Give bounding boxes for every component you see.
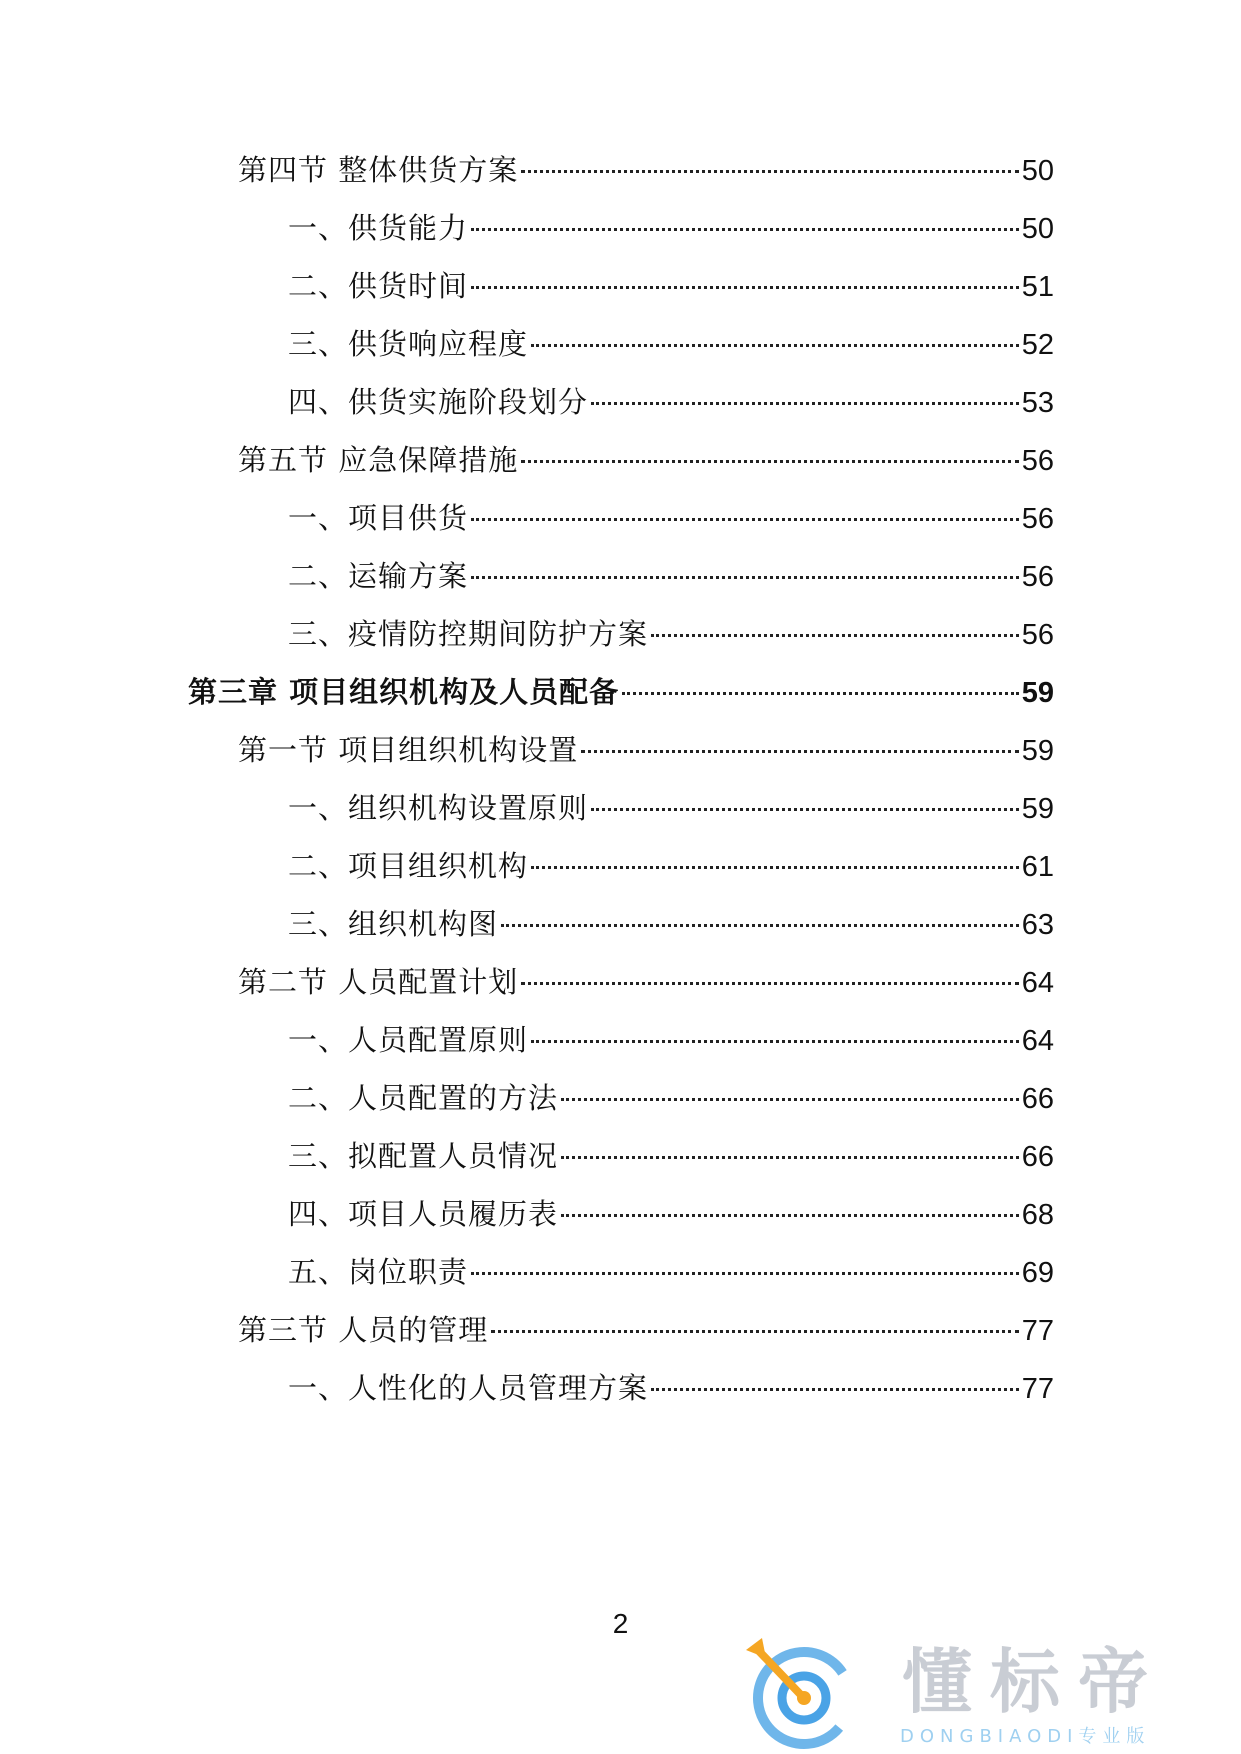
toc-entry-page: 64 bbox=[1021, 967, 1054, 999]
toc-leader-dots bbox=[521, 459, 1019, 463]
toc-entry-title: 二、供货时间 bbox=[288, 269, 469, 303]
toc-entry-title: 三、供货响应程度 bbox=[288, 327, 529, 361]
target-arrow-icon bbox=[742, 1636, 862, 1754]
toc-entry-title: 第一节 项目组织机构设置 bbox=[238, 733, 579, 767]
toc-entry-page: 52 bbox=[1021, 329, 1054, 361]
toc-entry[interactable] bbox=[288, 1015, 1054, 1065]
toc-chapter-entry[interactable] bbox=[188, 667, 1054, 717]
toc-entry-title: 第五节 应急保障措施 bbox=[238, 443, 519, 477]
toc-leader-dots bbox=[561, 1097, 1019, 1101]
toc-entry-page: 50 bbox=[1021, 155, 1054, 187]
toc-entry-page: 50 bbox=[1021, 213, 1054, 245]
toc-entry-page: 59 bbox=[1021, 677, 1054, 709]
toc-leader-dots bbox=[531, 343, 1019, 347]
toc-entry-page: 59 bbox=[1021, 735, 1054, 767]
toc-leader-dots bbox=[561, 1155, 1019, 1159]
toc-entry-page: 59 bbox=[1021, 793, 1054, 825]
toc-entry-title: 第二节 人员配置计划 bbox=[238, 965, 519, 999]
watermark-subtitle: DONGBIAODI专业版 bbox=[900, 1726, 1151, 1747]
toc-entry-title: 四、供货实施阶段划分 bbox=[288, 385, 589, 419]
toc-leader-dots bbox=[501, 923, 1019, 927]
toc-entry-page: 66 bbox=[1021, 1083, 1054, 1115]
toc-leader-dots bbox=[651, 1387, 1019, 1391]
toc-leader-dots bbox=[561, 1213, 1019, 1217]
toc-entry-page: 66 bbox=[1021, 1141, 1054, 1173]
toc-entry-title: 一、项目供货 bbox=[288, 501, 469, 535]
toc-leader-dots bbox=[471, 517, 1019, 521]
toc-entry[interactable] bbox=[288, 493, 1054, 543]
toc-entry-page: 77 bbox=[1021, 1373, 1054, 1405]
toc-leader-dots bbox=[471, 285, 1019, 289]
toc-leader-dots bbox=[521, 981, 1019, 985]
toc-leader-dots bbox=[622, 691, 1019, 695]
toc-entry-page: 56 bbox=[1021, 503, 1054, 535]
toc-entry-title: 第三节 人员的管理 bbox=[238, 1313, 489, 1347]
toc-entry[interactable] bbox=[238, 1305, 1054, 1355]
toc-entry-page: 69 bbox=[1021, 1257, 1054, 1289]
toc-entry-page: 64 bbox=[1021, 1025, 1054, 1057]
toc-entry-page: 56 bbox=[1021, 445, 1054, 477]
toc-entry[interactable] bbox=[238, 435, 1054, 485]
toc-entry-title: 一、组织机构设置原则 bbox=[288, 791, 589, 825]
toc-entry-title: 三、拟配置人员情况 bbox=[288, 1139, 559, 1173]
toc-entry-page: 63 bbox=[1021, 909, 1054, 941]
toc-entry[interactable] bbox=[288, 1073, 1054, 1123]
toc-entry-page: 56 bbox=[1021, 561, 1054, 593]
toc-entry[interactable] bbox=[288, 377, 1054, 427]
toc-entry-page: 61 bbox=[1021, 851, 1054, 883]
toc-entry-title: 二、项目组织机构 bbox=[288, 849, 529, 883]
toc-leader-dots bbox=[581, 749, 1019, 753]
toc-entry[interactable] bbox=[288, 1189, 1054, 1239]
toc-entry-title: 二、运输方案 bbox=[288, 559, 469, 593]
toc-entry[interactable] bbox=[288, 1131, 1054, 1181]
toc-leader-dots bbox=[491, 1329, 1019, 1333]
toc-leader-dots bbox=[471, 227, 1019, 231]
toc-entry[interactable] bbox=[288, 1247, 1054, 1297]
toc-leader-dots bbox=[531, 865, 1019, 869]
toc-entry-title: 四、项目人员履历表 bbox=[288, 1197, 559, 1231]
toc-entry[interactable] bbox=[288, 551, 1054, 601]
toc-entry[interactable] bbox=[238, 725, 1054, 775]
toc-entry-title: 二、人员配置的方法 bbox=[288, 1081, 559, 1115]
toc-entry-page: 51 bbox=[1021, 271, 1054, 303]
toc-entry-page: 68 bbox=[1021, 1199, 1054, 1231]
toc-leader-dots bbox=[651, 633, 1019, 637]
toc-leader-dots bbox=[531, 1039, 1019, 1043]
toc-leader-dots bbox=[591, 807, 1019, 811]
watermark-brand: 懂标帝 bbox=[902, 1641, 1166, 1723]
toc-entry[interactable] bbox=[288, 261, 1054, 311]
toc-entry[interactable] bbox=[288, 841, 1054, 891]
toc-entry-title: 五、岗位职责 bbox=[288, 1255, 469, 1289]
toc-entry-title: 一、人员配置原则 bbox=[288, 1023, 529, 1057]
toc-entry-title: 三、组织机构图 bbox=[288, 907, 499, 941]
toc-leader-dots bbox=[471, 575, 1019, 579]
toc-entry[interactable] bbox=[288, 203, 1054, 253]
toc-entry[interactable] bbox=[288, 1363, 1054, 1413]
toc-entry-title: 一、供货能力 bbox=[288, 211, 469, 245]
toc-entry-title: 三、疫情防控期间防护方案 bbox=[288, 617, 649, 651]
toc-entry-page: 53 bbox=[1021, 387, 1054, 419]
toc-leader-dots bbox=[521, 169, 1019, 173]
toc-entry-page: 77 bbox=[1021, 1315, 1054, 1347]
toc-entry[interactable] bbox=[288, 783, 1054, 833]
toc-leader-dots bbox=[591, 401, 1019, 405]
watermark bbox=[742, 1636, 1222, 1746]
toc-entry[interactable] bbox=[288, 609, 1054, 659]
toc-entry-title: 第四节 整体供货方案 bbox=[238, 153, 519, 187]
toc-entry-title: 一、人性化的人员管理方案 bbox=[288, 1371, 649, 1405]
toc-entry[interactable] bbox=[288, 899, 1054, 949]
toc-leader-dots bbox=[471, 1271, 1019, 1275]
toc-entry-page: 56 bbox=[1021, 619, 1054, 651]
toc-entry-title: 第三章 项目组织机构及人员配备 bbox=[188, 675, 620, 709]
toc-entry[interactable] bbox=[238, 145, 1054, 195]
toc-entry[interactable] bbox=[238, 957, 1054, 1007]
page-number: 2 bbox=[612, 1608, 629, 1639]
toc-entry[interactable] bbox=[288, 319, 1054, 369]
